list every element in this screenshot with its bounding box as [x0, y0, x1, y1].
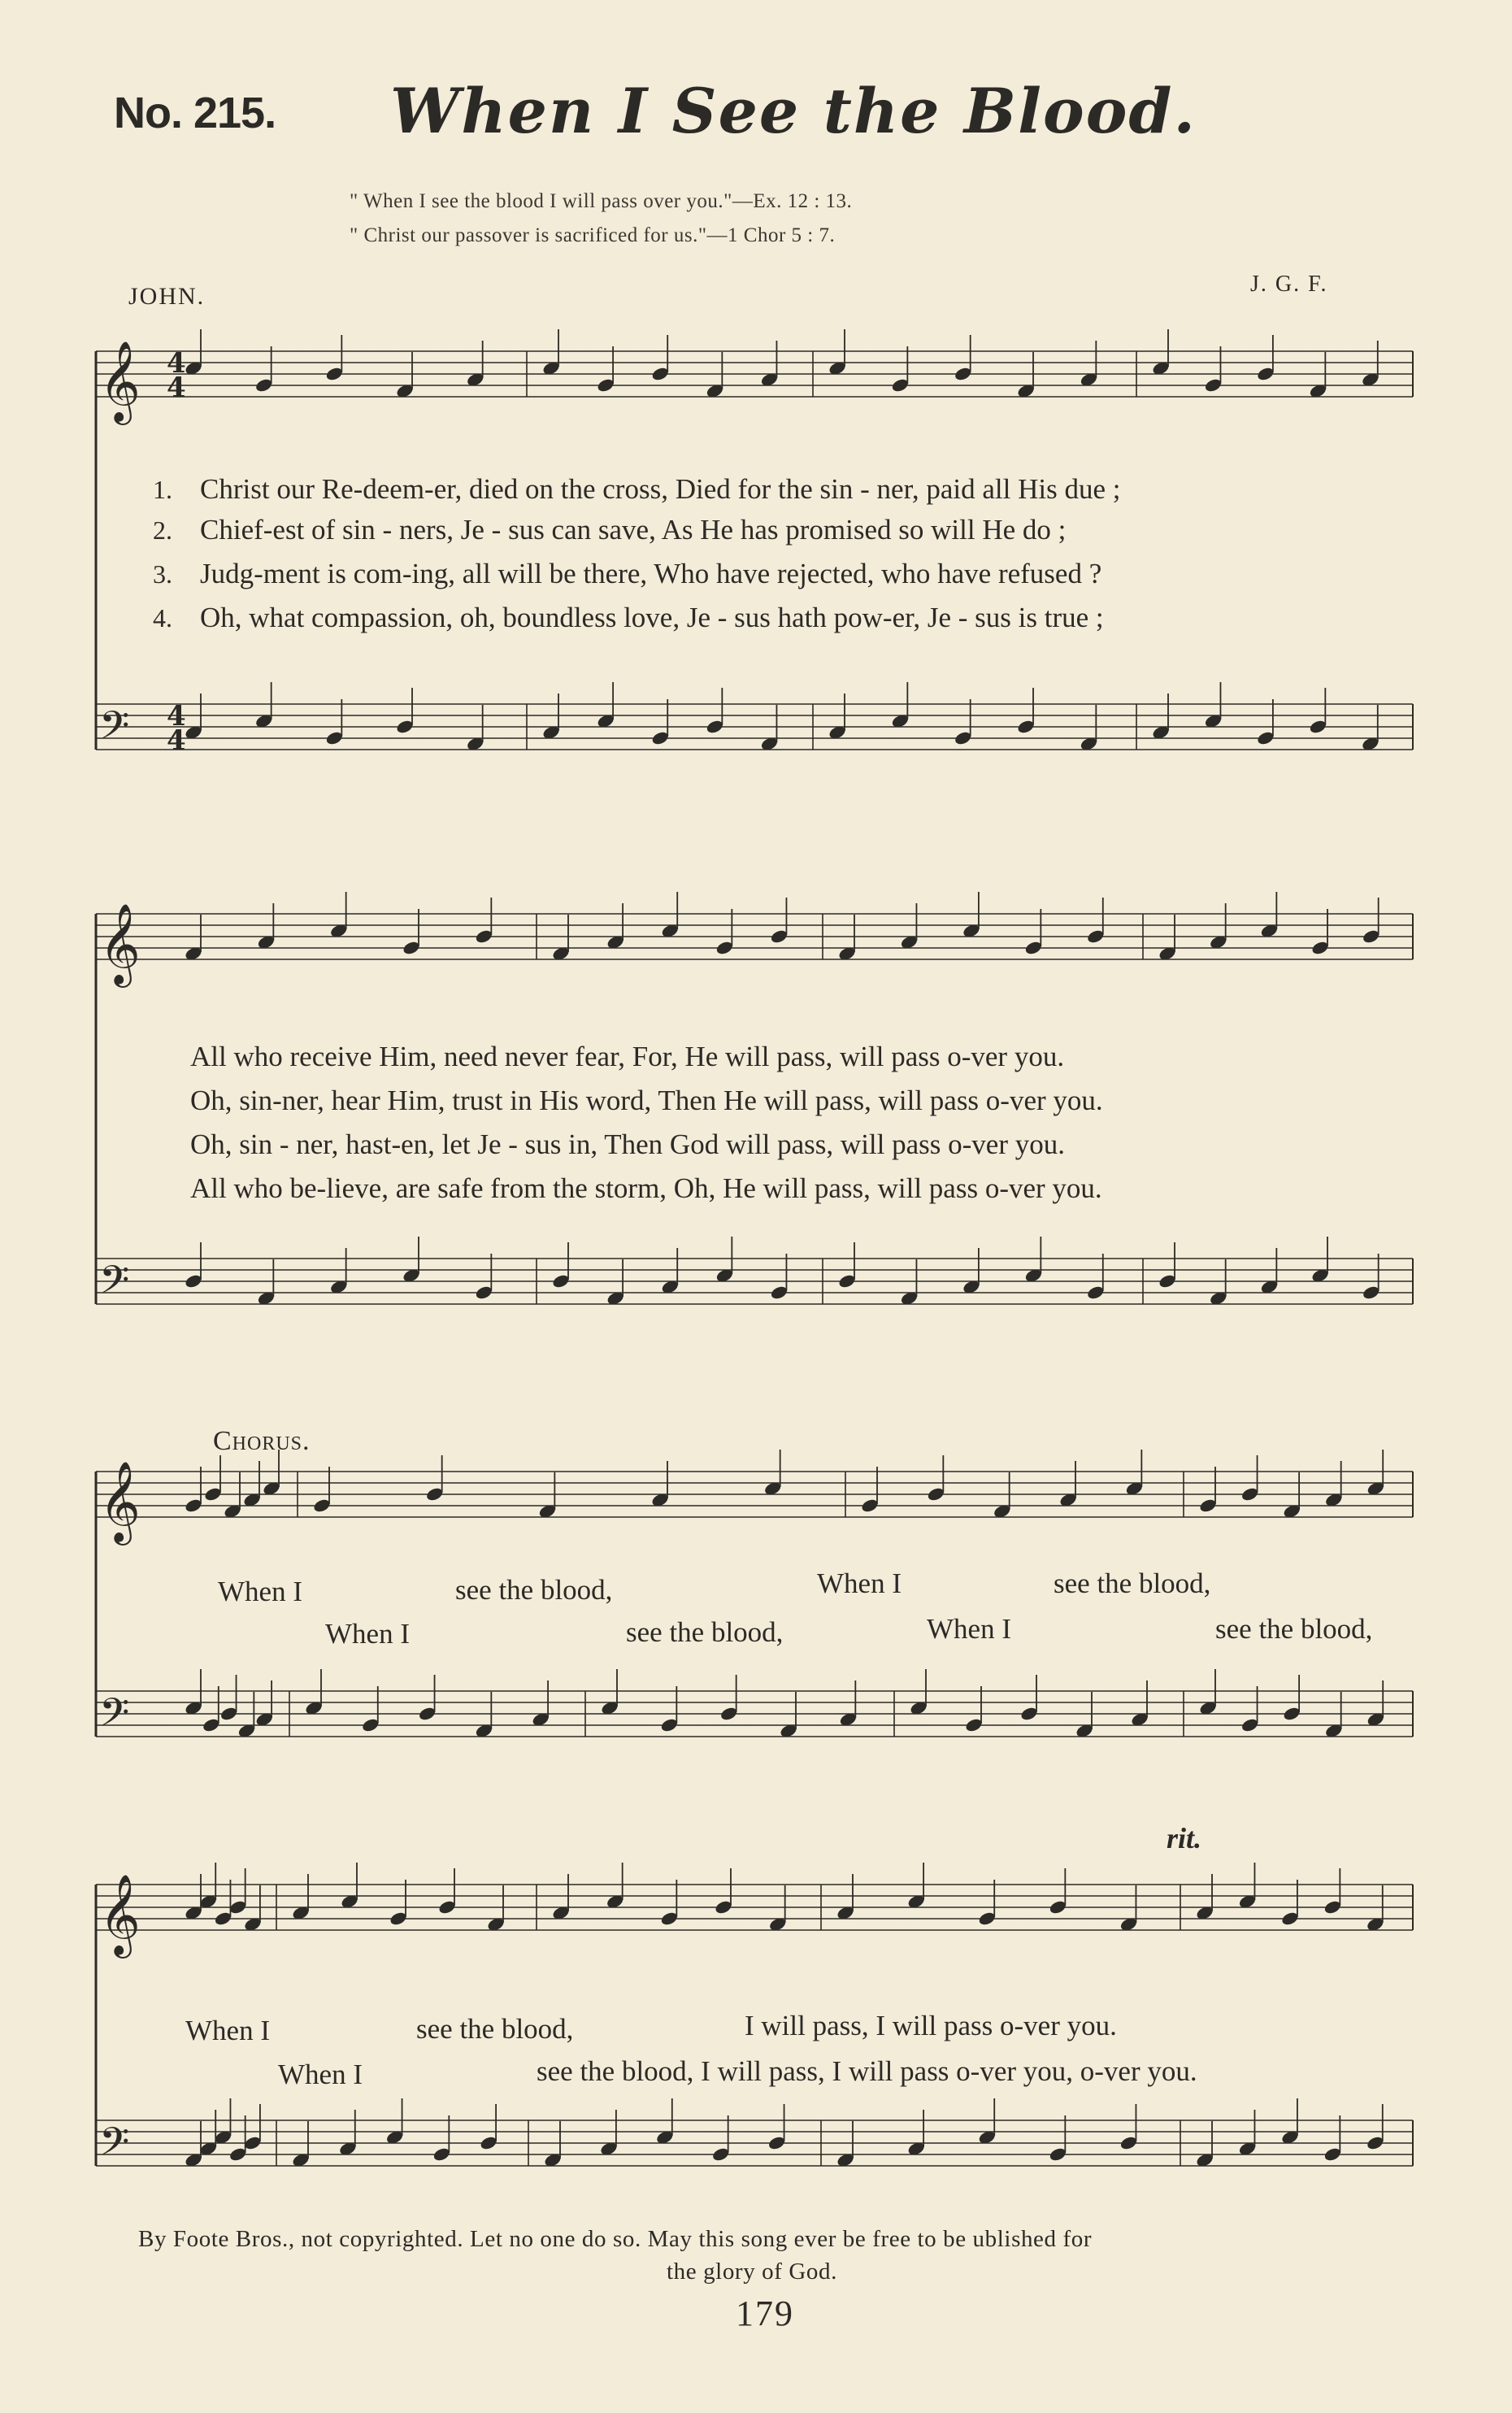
- bass-clef-icon: 𝄢: [99, 2119, 130, 2174]
- treble-clef-icon: 𝄞: [99, 341, 141, 422]
- verse-1-line-1: 1. Christ our Re-deem-er, died on the cross, Died for the sin - ner, paid all His due ;: [153, 473, 1121, 505]
- verse-4-line-1: 4. Oh, what compassion, oh, boundless love, Je - sus hath pow-er, Je - sus is true ;: [153, 602, 1104, 633]
- chorus-b-3: When I: [927, 1613, 1011, 1645]
- chorus-a-1: When I: [218, 1576, 302, 1607]
- treble-clef-icon: 𝄞: [99, 1461, 141, 1542]
- chorus-c-2: see the blood,: [416, 2013, 574, 2045]
- chorus-d-1: When I: [278, 2059, 363, 2090]
- bass-clef-icon: 𝄢: [99, 702, 130, 758]
- time-signature: 4: [167, 724, 186, 757]
- chorus-b-4: see the blood,: [1215, 1613, 1373, 1645]
- time-signature: 4: [167, 372, 186, 404]
- chorus-a-2: see the blood,: [455, 1574, 613, 1606]
- epigraph-exodus: " When I see the blood I will pass over you."—Ex. 12 : 13.: [350, 190, 853, 212]
- chorus-c-1: When I: [185, 2015, 270, 2046]
- verse-3-line-2: Oh, sin - ner, hast-en, let Je - sus in, Then God will pass, will pass o-ver you.: [190, 1128, 1065, 1160]
- hymn-number: No. 215.: [114, 89, 276, 137]
- treble-clef-icon: 𝄞: [99, 903, 141, 985]
- tune-name: JOHN.: [128, 283, 206, 310]
- bass-clef-icon: 𝄢: [99, 1689, 130, 1745]
- verse-2-line-1: 2. Chief-est of sin - ners, Je - sus can save, As He has promised so will He do ;: [153, 514, 1067, 546]
- composer-initials: J. G. F.: [1250, 272, 1328, 297]
- epigraph-corinthians: " Christ our passover is sacrificed for us."—1 Chor 5 : 7.: [350, 224, 836, 246]
- copyright-notice: By Foote Bros., not copyrighted. Let no one do so. May this song ever be free to be ublished for: [138, 2226, 1093, 2252]
- page-number: 179: [736, 2293, 794, 2333]
- treble-clef-icon: 𝄞: [99, 1874, 141, 1955]
- chorus-d-2: see the blood, I will pass, I will pass o-ver you, o-ver you.: [537, 2055, 1197, 2087]
- chorus-c-3: I will pass, I will pass o-ver you.: [745, 2010, 1117, 2041]
- chorus-b-1: When I: [325, 1618, 410, 1650]
- copyright-notice-continued: the glory of God.: [667, 2259, 837, 2285]
- chorus-a-3: When I: [817, 1567, 902, 1599]
- verse-1-line-2: All who receive Him, need never fear, For, He will pass, will pass o-ver you.: [190, 1041, 1065, 1072]
- chorus-b-2: see the blood,: [626, 1616, 784, 1648]
- ritardando-marking: rit.: [1167, 1822, 1202, 1854]
- time-signature: 4: [167, 347, 186, 380]
- bass-clef-icon: 𝄢: [99, 1257, 130, 1312]
- chorus-a-4: see the blood,: [1054, 1567, 1211, 1599]
- time-signature: 4: [167, 700, 186, 733]
- verse-4-line-2: All who be-lieve, are safe from the storm, Oh, He will pass, will pass o-ver you.: [190, 1172, 1102, 1204]
- verse-2-line-2: Oh, sin-ner, hear Him, trust in His word, Then He will pass, will pass o-ver you.: [190, 1085, 1103, 1116]
- chorus-label: Chorus.: [213, 1426, 311, 1456]
- verse-3-line-1: 3. Judg-ment is com-ing, all will be there, Who have rejected, who have refused ?: [153, 558, 1102, 589]
- hymn-title: When I See the Blood.: [390, 75, 1197, 147]
